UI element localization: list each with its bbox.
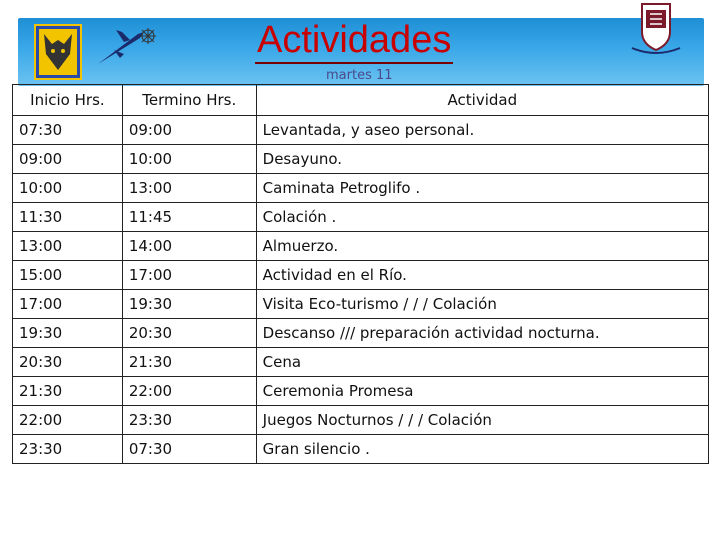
table-row bbox=[13, 377, 709, 406]
table-row bbox=[13, 348, 709, 377]
table-row bbox=[13, 261, 709, 290]
table-row bbox=[13, 290, 709, 319]
activity-cell: Ceremonia Promesa bbox=[256, 377, 708, 406]
school-crest-icon bbox=[628, 2, 684, 58]
table-row bbox=[13, 203, 709, 232]
wolf-shield-icon bbox=[34, 24, 82, 80]
activity-cell: Levantada, y aseo personal. bbox=[256, 116, 708, 145]
end-time-cell: 07:30 bbox=[122, 435, 256, 464]
start-time-cell: 22:00 bbox=[13, 406, 123, 435]
start-time-cell: 11:30 bbox=[13, 203, 123, 232]
table-row bbox=[13, 232, 709, 261]
end-time-cell: 19:30 bbox=[122, 290, 256, 319]
activity-cell: Actividad en el Río. bbox=[256, 261, 708, 290]
end-time-cell: 23:30 bbox=[122, 406, 256, 435]
page-title: Actividades bbox=[255, 18, 453, 64]
start-time-cell: 17:00 bbox=[13, 290, 123, 319]
end-time-cell: 09:00 bbox=[122, 116, 256, 145]
activity-cell: Desayuno. bbox=[256, 145, 708, 174]
activity-cell: Cena bbox=[256, 348, 708, 377]
start-time-cell: 07:30 bbox=[13, 116, 123, 145]
end-time-cell: 14:00 bbox=[122, 232, 256, 261]
start-time-cell: 23:30 bbox=[13, 435, 123, 464]
table-row bbox=[13, 435, 709, 464]
schedule-table bbox=[12, 84, 709, 464]
end-time-cell: 21:30 bbox=[122, 348, 256, 377]
end-time-cell: 11:45 bbox=[122, 203, 256, 232]
start-time-cell: 10:00 bbox=[13, 174, 123, 203]
start-time-cell: 21:30 bbox=[13, 377, 123, 406]
start-time-cell: 13:00 bbox=[13, 232, 123, 261]
start-time-cell: 19:30 bbox=[13, 319, 123, 348]
end-time-cell: 13:00 bbox=[122, 174, 256, 203]
column-header-end: Termino Hrs. bbox=[122, 85, 256, 116]
end-time-cell: 17:00 bbox=[122, 261, 256, 290]
end-time-cell: 10:00 bbox=[122, 145, 256, 174]
activity-cell: Caminata Petroglifo . bbox=[256, 174, 708, 203]
table-row bbox=[13, 406, 709, 435]
activity-cell: Visita Eco-turismo / / / Colación bbox=[256, 290, 708, 319]
activity-cell: Juegos Nocturnos / / / Colación bbox=[256, 406, 708, 435]
table-row bbox=[13, 174, 709, 203]
table-row bbox=[13, 145, 709, 174]
end-time-cell: 20:30 bbox=[122, 319, 256, 348]
start-time-cell: 20:30 bbox=[13, 348, 123, 377]
end-time-cell: 22:00 bbox=[122, 377, 256, 406]
activity-cell: Almuerzo. bbox=[256, 232, 708, 261]
start-time-cell: 09:00 bbox=[13, 145, 123, 174]
table-row bbox=[13, 319, 709, 348]
column-header-start: Inicio Hrs. bbox=[13, 85, 123, 116]
activity-cell: Colación . bbox=[256, 203, 708, 232]
start-time-cell: 15:00 bbox=[13, 261, 123, 290]
airplane-icon bbox=[94, 24, 160, 70]
column-header-activity: Actividad bbox=[256, 85, 708, 116]
table-row bbox=[13, 116, 709, 145]
activity-cell: Gran silencio . bbox=[256, 435, 708, 464]
activity-cell: Descanso /// preparación actividad nocturna. bbox=[256, 319, 708, 348]
page-subtitle: martes 11 bbox=[326, 68, 393, 83]
table-header-row bbox=[13, 85, 709, 116]
